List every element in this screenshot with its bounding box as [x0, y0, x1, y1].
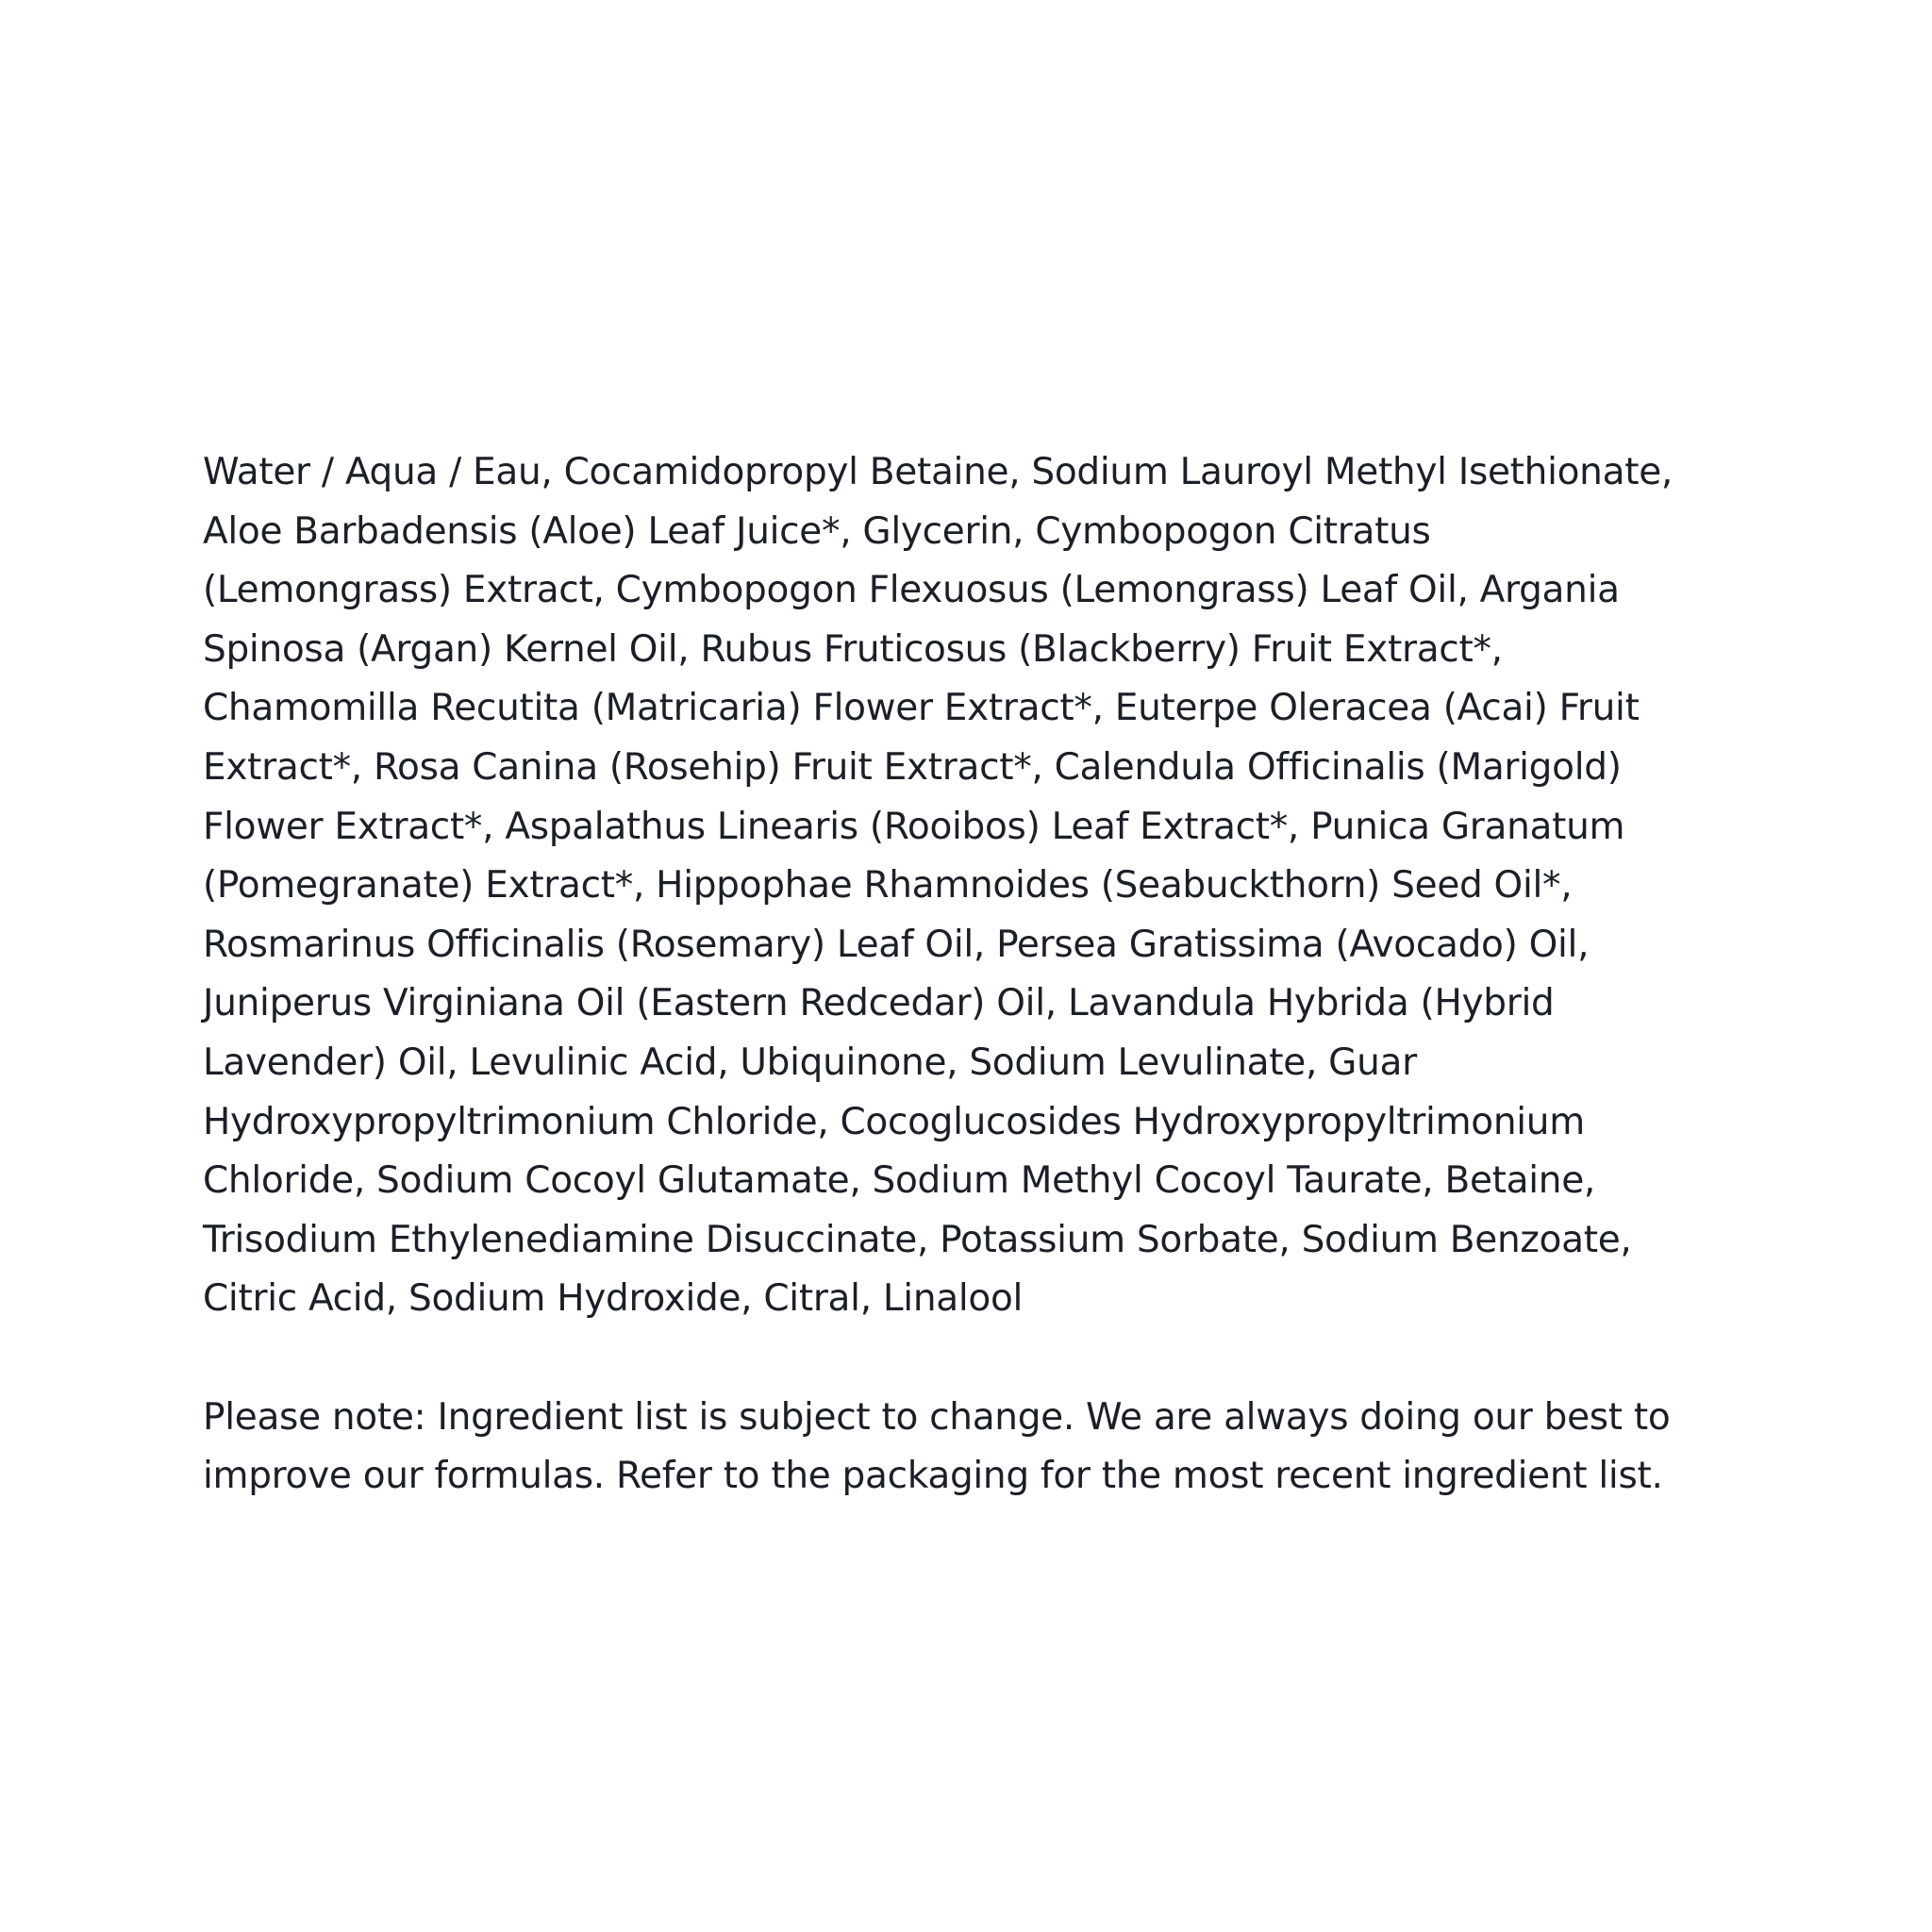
ingredients-line: Extract*, Rosa Canina (Rosehip) Fruit Extract*, Calendula Officinalis (Marigold): [203, 745, 1622, 789]
ingredients-line: Trisodium Ethylenediamine Disuccinate, Potassium Sorbate, Sodium Benzoate,: [203, 1218, 1632, 1261]
note-line: Please note: Ingredient list is subject to change. We are always doing our best to: [203, 1395, 1671, 1439]
ingredients-line: Flower Extract*, Aspalathus Linearis (Rooibos) Leaf Extract*, Punica Granatum: [203, 805, 1625, 848]
ingredients-line: Aloe Barbadensis (Aloe) Leaf Juice*, Glycerin, Cymbopogon Citratus: [203, 509, 1431, 553]
ingredients-line: Water / Aqua / Eau, Cocamidopropyl Betaine, Sodium Lauroyl Methyl Isethionate,: [203, 451, 1673, 493]
ingredients-line: Chamomilla Recutita (Matricaria) Flower Extract*, Euterpe Oleracea (Acai) Fruit: [203, 687, 1640, 730]
ingredients-line: Citric Acid, Sodium Hydroxide, Citral, Linalool: [203, 1277, 1024, 1321]
ingredients-line: Rosmarinus Officinalis (Rosemary) Leaf Oil, Persea Gratissima (Avocado) Oil,: [203, 923, 1590, 966]
document-content: [203, 443, 1759, 1507]
ingredients-line: Spinosa (Argan) Kernel Oil, Rubus Fruticosus (Blackberry) Fruit Extract*,: [203, 627, 1503, 671]
ingredients-line: (Pomegranate) Extract*, Hippophae Rhamnoides (Seabuckthorn) Seed Oil*,: [203, 864, 1573, 908]
ingredients-paragraph: [203, 443, 1759, 1329]
ingredients-line: Hydroxypropyltrimonium Chloride, Cocoglucosides Hydroxypropyltrimonium: [203, 1100, 1585, 1143]
note-paragraph: [203, 1389, 1759, 1507]
ingredients-line: Chloride, Sodium Cocoyl Glutamate, Sodium Methyl Cocoyl Taurate, Betaine,: [203, 1159, 1595, 1203]
ingredients-line: Lavender) Oil, Levulinic Acid, Ubiquinone, Sodium Levulinate, Guar: [203, 1041, 1417, 1084]
note-line: improve our formulas. Refer to the packaging for the most recent ingredient list.: [203, 1455, 1663, 1498]
ingredients-line: Juniperus Virginiana Oil (Eastern Redcedar) Oil, Lavandula Hybrida (Hybrid: [203, 982, 1555, 1025]
ingredients-line: (Lemongrass) Extract, Cymbopogon Flexuosus (Lemongrass) Leaf Oil, Argania: [203, 569, 1620, 612]
